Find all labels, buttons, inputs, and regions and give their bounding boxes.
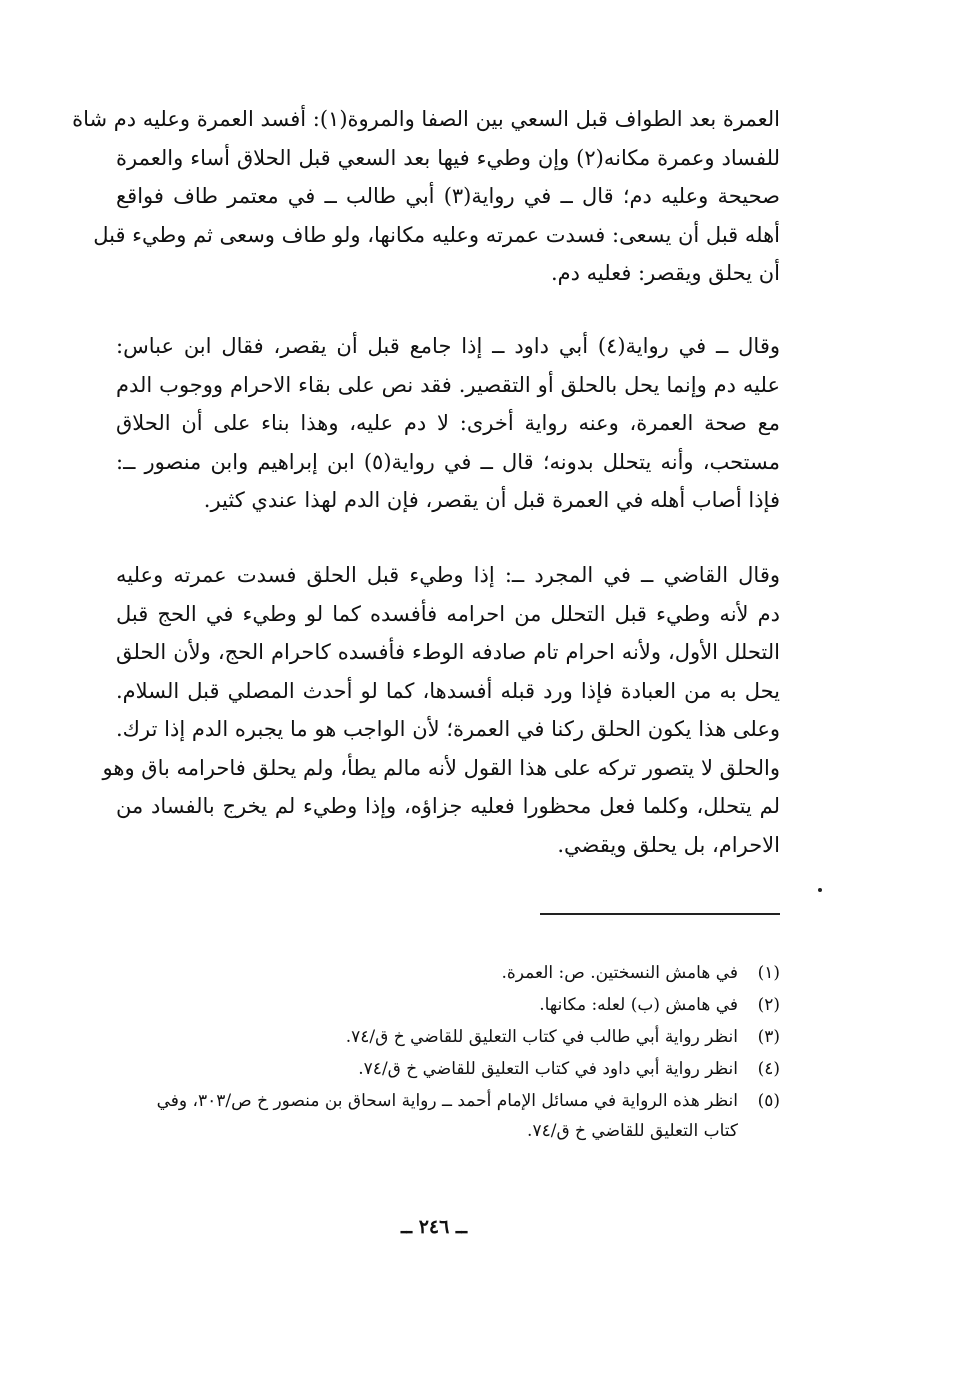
text-line: وقال القاضي ــ في المجرد ــ: إذا وطيء قبل الحلق فسدت عمرته وعليه: [116, 563, 780, 587]
footnote-item: [130, 1086, 780, 1146]
text-line: مع صحة العمرة، وعنه رواية أخرى: لا دم عليه، وهذا بناء على أن الحلاق: [116, 411, 780, 435]
footnote-text: في هامش (ب) لعله: مكانها.: [539, 995, 738, 1015]
footnote-text: انظر رواية أبي داود في كتاب التعليق للقاضي خ ق/٧٤.: [358, 1059, 738, 1079]
footnote-item: [130, 958, 780, 988]
footnote-text: انظر هذه الرواية في مسائل الإمام أحمد ــ رواية اسحاق بن منصور خ ص/٣٠٣، وفي كتاب التعليق للقاضي خ ق/٧٤.: [156, 1091, 738, 1141]
text-line: يحل به من العبادة فإذا ورد قبله أفسدها، كما لو أحدث المصلي قبل السلام.: [116, 678, 780, 703]
footnote-text: في هامش النسختين. ص: العمرة.: [501, 963, 738, 983]
page-number: ــ ٢٤٦ ــ: [400, 1216, 468, 1238]
text-line: فإذا أصاب أهله في العمرة قبل أن يقصر، فإن الدم لهذا عندي كثير.: [203, 488, 780, 512]
text-line: أهله قبل أن يسعى: فسدت عمرته وعليه مكانها، ولو طاف وسعى ثم وطيء قبل: [93, 222, 780, 247]
text-line: الاحرام، بل يحلق ويقضي.: [557, 832, 780, 857]
footnote-number: (٤): [757, 1059, 780, 1079]
text-line: مستحب، وأنه يتحلل بدونه؛ قال ــ في رواية(٥) ابن إبراهيم وابن منصور ــ:: [116, 449, 780, 474]
text-line: العمرة بعد الطواف قبل السعي بين الصفا والمروة(١): أفسد العمرة وعليه دم شاة: [72, 107, 780, 131]
text-line: للفساد وعمرة مكانه(٢) وإن وطيء فيها بعد السعي قبل الحلاق أساء والعمرة: [116, 145, 780, 170]
footnote-number: (٥): [757, 1091, 780, 1111]
text-line: أن يحلق ويقصر: فعليه دم.: [550, 261, 780, 285]
paragraph-2: [116, 327, 780, 520]
footnote-separator: [540, 913, 780, 915]
text-line: وعلى هذا يكون الحلق ركنا في العمرة؛ لأن الواجب هو ما يجبره الدم إذا ترك.: [116, 717, 780, 741]
text-line: التحلل الأول، ولأنه احرام تام صادفه الوطء فأفسده كاحرام الحج، ولأن الحلق: [116, 640, 780, 664]
footnote-number: (٣): [757, 1027, 780, 1047]
text-line: عليه دم وإنما يحل بالحلق أو التقصير. فقد نص على بقاء الاحرام ووجوب الدم: [116, 372, 780, 397]
text-line: وقال ــ في رواية(٤) أبي داود ــ إذا جامع قبل أن يقصر، فقال ابن عباس:: [116, 334, 781, 358]
paragraph-1: [72, 100, 781, 293]
stray-dot-mark: [818, 888, 822, 892]
footnote-number: (١): [757, 963, 780, 983]
paragraph-3: [102, 556, 780, 864]
footnote-item: [130, 1022, 780, 1052]
footnote-item: [130, 1054, 780, 1084]
text-line: والحلق لا يتصور تركه على هذا القول لأنه مالم يطأ، ولم يحلق فاحرامه باق وهو: [102, 755, 780, 780]
text-line: صحيحة وعليه دم؛ قال ــ في رواية(٣) أبي طالب ــ في معتمر طاف فواقع: [116, 184, 781, 208]
text-line: لم يتحلل، وكلما فعل محظورا فعليه جزاؤه، وإذا وطيء لم يخرج بالفساد من: [116, 794, 780, 818]
footnote-number: (٢): [757, 995, 780, 1015]
text-line: دم لأنه وطيء قبل التحلل من احرامه فأفسده كما لو وطيء في الحج قبل: [116, 601, 780, 626]
footnote-text: انظر رواية أبي طالب في كتاب التعليق للقاضي خ ق/٧٤.: [345, 1027, 738, 1047]
footnotes: [130, 958, 780, 1148]
footnote-item: [130, 990, 780, 1020]
